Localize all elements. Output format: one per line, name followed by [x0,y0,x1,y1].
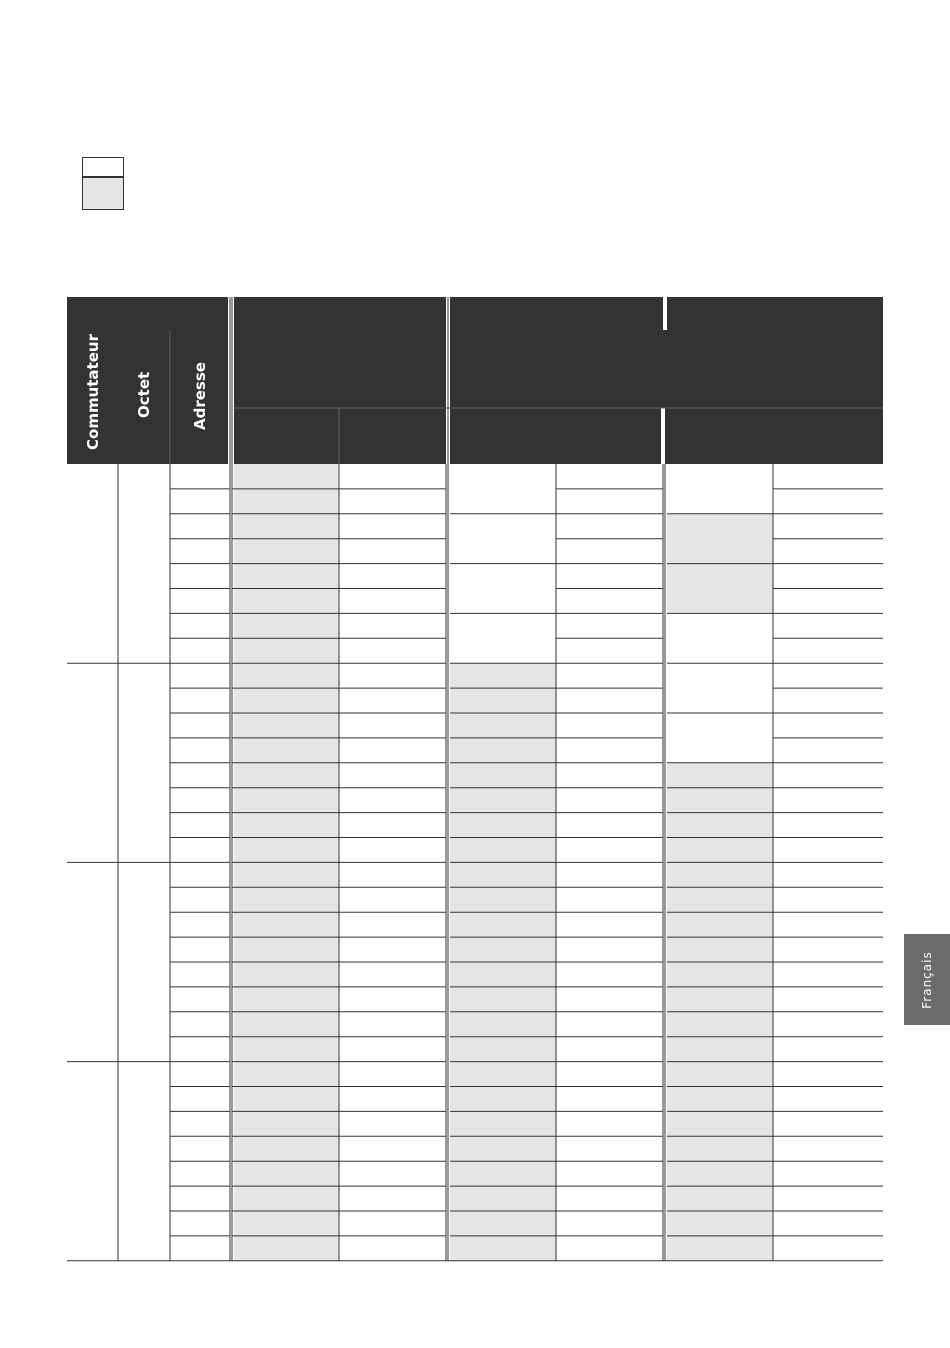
table-header [67,297,883,464]
header-background [67,297,883,464]
language-label: Français [920,950,934,1009]
header-gap [663,297,667,330]
header-commutateur: Commutateur [84,334,102,450]
header-adresse: Adresse [191,362,209,430]
language-side-tab [904,934,950,1025]
header-octet: Octet [135,371,153,418]
header-gap [228,297,234,464]
